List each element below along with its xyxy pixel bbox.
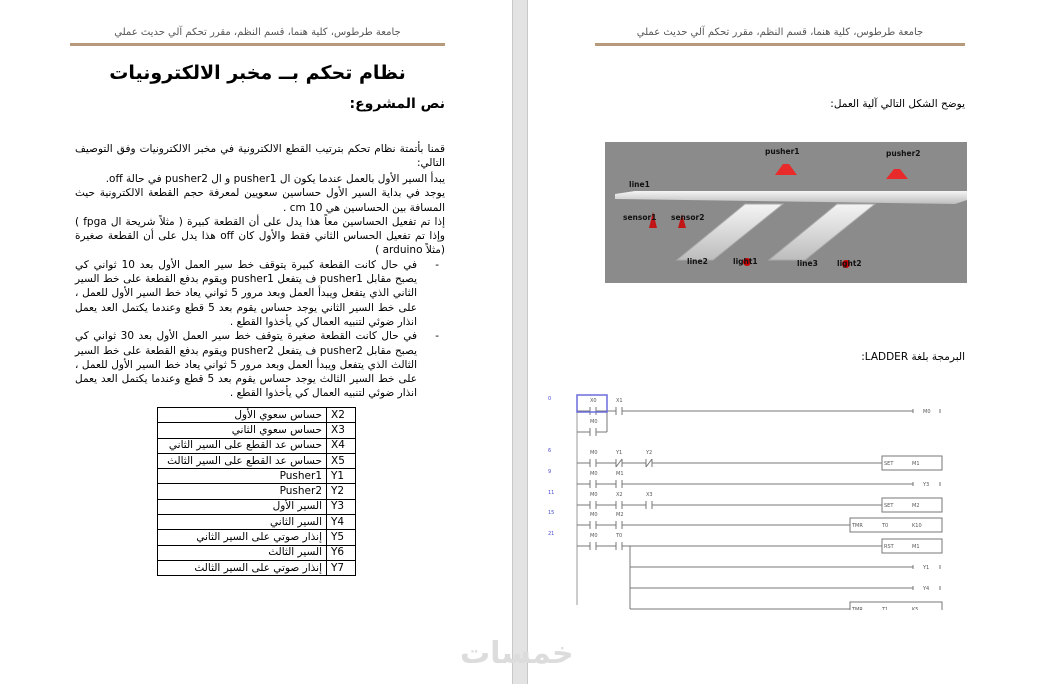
io-table-row: [158, 423, 356, 438]
io-description: حساس سعوي الثاني: [158, 423, 327, 438]
rung-step-number: 9: [548, 469, 552, 475]
io-code: X2: [327, 408, 356, 423]
contact-label: Y2: [646, 450, 653, 456]
rung-step-number: 21: [548, 531, 555, 537]
io-description: Pusher2: [158, 484, 327, 499]
contact-label: X2: [616, 492, 623, 498]
page-header: جامعة طرطوس، كلية هنما، قسم النظم، مقرر تحكم آلي حديث عملي: [114, 27, 401, 38]
contact-label: M0: [590, 471, 598, 477]
io-table-row: [158, 560, 356, 575]
instruction-text: T1: [882, 607, 889, 610]
ladder-diagram: [540, 390, 960, 610]
io-table-row: [158, 515, 356, 530]
instruction-text: T0: [882, 523, 889, 529]
rung-step-number: 11: [548, 490, 555, 496]
contact-label: M0: [590, 533, 598, 539]
instruction-text: SET: [884, 503, 894, 509]
left-page: [0, 0, 512, 684]
io-code: Y7: [327, 560, 356, 575]
io-table-row: [158, 438, 356, 453]
figure-label-line2: line2: [687, 257, 708, 266]
contact-label: M0: [590, 492, 598, 498]
figure-label-line1: line1: [629, 180, 650, 189]
bullet-item: - في حال كانت القطعة صغيرة يتوقف خط سير العمل الأول بعد 30 ثواني كي يصبح مقابل pusher2 ف يتفعل pusher2 ويقوم بدفع القطعة على خط السير الثالث الذي يتفعل ويبدأ العمل وبعد مرور 5 ثواني يعاد خط السير الأول للعمل ، على خط السير الثالث يوجد حساس يقوم بعد 5 قطع وعندما يكتمل العد يعمل انذار ضوئي لتنبيه العمال كي يأخذوا القطع .: [75, 329, 445, 400]
io-table-row: [158, 469, 356, 484]
io-code: Y1: [327, 469, 356, 484]
instruction-box: [850, 518, 942, 532]
io-code: Y6: [327, 545, 356, 560]
figure-label-pusher1: pusher1: [765, 147, 800, 156]
contact-label: M0: [590, 512, 598, 518]
contact-label: X0: [590, 398, 597, 404]
conveyor-drawing: [605, 142, 967, 283]
normally-closed-slash: [616, 459, 622, 467]
instruction-text: K10: [912, 523, 922, 529]
io-code: X4: [327, 438, 356, 453]
io-table-row: [158, 499, 356, 514]
page-title[interactable]: نظام تحكم بــ مخبر الالكترونيات: [109, 62, 406, 84]
figure-label-sensor1: sensor1: [623, 213, 657, 222]
io-table-row: [158, 484, 356, 499]
ladder-caption: البرمجة بلغة LADDER:: [861, 351, 965, 363]
figure-caption: يوضح الشكل التالي آلية العمل:: [830, 98, 965, 110]
io-code: Y2: [327, 484, 356, 499]
io-description: حساس عد القطع على السير الثالث: [158, 453, 327, 468]
instruction-box: [850, 602, 942, 610]
contact-label: X3: [646, 492, 653, 498]
io-table-row: [158, 453, 356, 468]
line3-belt: [769, 204, 875, 260]
instruction-text: M2: [912, 503, 920, 509]
figure-label-sensor2: sensor2: [671, 213, 705, 222]
io-description: إنذار صوتي على السير الثاني: [158, 530, 327, 545]
intro-text: قمنا بأتمتة نظام تحكم بترتيب القطع الالكترونية في مخبر الالكترونيات وفق التوصيف التالي:: [75, 143, 445, 170]
normally-closed-slash: [646, 459, 652, 467]
instruction-text: M1: [912, 461, 920, 467]
contact-label: Y1: [616, 450, 623, 456]
rung-step-number: 15: [548, 510, 555, 516]
io-code: Y3: [327, 499, 356, 514]
instruction-text: RST: [884, 544, 894, 550]
watermark: خمسات: [460, 636, 574, 671]
io-table-row: [158, 408, 356, 423]
io-code: Y4: [327, 515, 356, 530]
description-body: [75, 172, 445, 401]
coil-label: Y4: [923, 586, 930, 592]
contact-label: T0: [616, 533, 623, 539]
pusher1-icon: [775, 164, 797, 175]
page-separator: [512, 0, 528, 684]
figure-label-light1: light1: [733, 257, 758, 266]
io-table: [157, 407, 356, 576]
io-description: السير الثاني: [158, 515, 327, 530]
section-heading: نص المشروع:: [349, 96, 445, 112]
contact-label: M2: [616, 512, 624, 518]
io-description: السير الثالث: [158, 545, 327, 560]
contact-label: M0: [590, 450, 598, 456]
io-table-row: [158, 530, 356, 545]
instruction-text: K5: [912, 607, 919, 610]
pusher2-icon: [886, 169, 908, 179]
rung-step-number: 0: [548, 396, 552, 402]
bullet-item: - في حال كانت القطعة كبيرة يتوقف خط سير العمل الأول بعد 10 ثواني كي يصبح مقابل pusher1 ف يتفعل pusher1 ويقوم بدفع القطعة على خط السير الثاني الذي يتفعل ويبدأ العمل وبعد مرور 5 ثواني يعاد خط السير الأول للعمل ، على خط السير الثاني يوجد حساس يقوم بعد 5 قطع وعندما يكتمل العد يعمل انذار ضوئي لتنبيه العمال كي يأخذوا القطع .: [75, 258, 445, 329]
io-code: X5: [327, 453, 356, 468]
figure-label-light2: light2: [837, 259, 862, 268]
contact-label: M0: [590, 419, 598, 425]
header-divider: [70, 43, 445, 46]
coil-label: Y3: [923, 482, 930, 488]
io-description: حساس عد القطع على السير الثاني: [158, 438, 327, 453]
header-divider: [595, 43, 965, 46]
io-code: X3: [327, 423, 356, 438]
instruction-text: M1: [912, 544, 920, 550]
io-code: Y5: [327, 530, 356, 545]
figure-label-line3: line3: [797, 259, 818, 268]
rung-step-number: 6: [548, 448, 552, 454]
instruction-text: TMR: [852, 523, 863, 529]
page-header: جامعة طرطوس، كلية هنما، قسم النظم، مقرر تحكم آلي حديث عملي: [636, 27, 924, 38]
paragraph: يبدأ السير الأول بالعمل عندما يكون ال pusher1 و ال pusher2 في حالة off.: [105, 173, 445, 185]
io-table-row: [158, 545, 356, 560]
figure-label-pusher2: pusher2: [886, 149, 921, 158]
contact-label: M1: [616, 471, 624, 477]
conveyor-figure: [605, 142, 967, 283]
io-description: إنذار صوتي على السير الثالث: [158, 560, 327, 575]
io-description: Pusher1: [158, 469, 327, 484]
io-description: حساس سعوي الأول: [158, 408, 327, 423]
contact-label: X1: [616, 398, 623, 404]
coil-label: M0: [923, 409, 931, 415]
instruction-text: TMR: [852, 607, 863, 610]
paragraph: إذا تم تفعيل الحساسين معاً هذا يدل على أن القطعة كبيرة ( مثلاً شريحة ال fpga ) وإذا تم تفعيل الحساس الثاني فقط والأول كان off هذا يدل على أن القطعة صغيرة (مثلاً arduino ): [75, 215, 445, 257]
paragraph: يوجد في بداية السير الأول حساسين سعويين لمعرفة حجم القطعة الالكترونية حيث المسافة بين الحساسين هي 10 cm .: [75, 187, 445, 214]
instruction-text: SET: [884, 461, 894, 467]
coil-label: Y1: [923, 565, 930, 571]
line1-belt: [615, 191, 967, 204]
io-description: السير الأول: [158, 499, 327, 514]
